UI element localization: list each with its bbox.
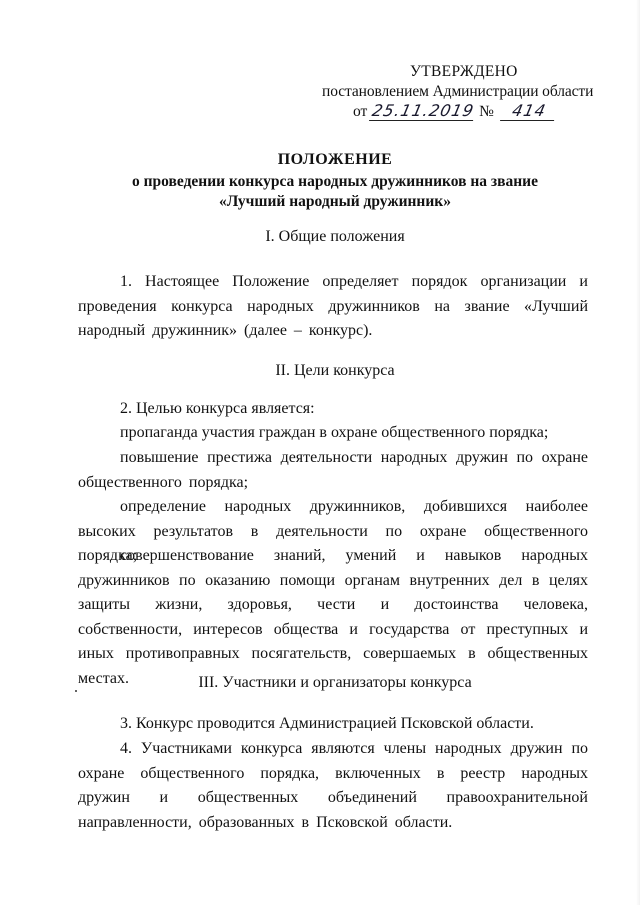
paragraph-3: 3. Конкурс проводится Администрацией Псковской области. <box>120 715 534 732</box>
section-heading-1: I. Общие положения <box>265 228 405 245</box>
section-heading-3: III. Участники и организаторы конкурса <box>198 674 472 691</box>
paragraph-2: 2. Целью конкурса является: <box>120 400 315 417</box>
title-subtitle: о проведении конкурса народных дружинников на звание «Лучший народный дружинник» <box>131 173 538 210</box>
approval-by: постановлением Администрации области <box>322 83 594 100</box>
number-prefix: № <box>479 103 494 120</box>
paragraph-2-item-1: пропаганда участия граждан в охране общественного порядка; <box>120 424 549 441</box>
paragraph-1: 1. Настоящее Положение определяет порядок организации и проведения конкурса народных дружинников на звание «Лучший народный дружинник» (далее – конкурс). <box>78 273 588 339</box>
paragraph-2-item-2: повышение престижа деятельности народных дружин по охране общественного порядка; <box>78 449 588 491</box>
section-heading-2: II. Цели конкурса <box>275 362 395 379</box>
approval-date-line <box>320 102 600 126</box>
handwritten-date: 25.11.2019 <box>370 101 477 120</box>
handwritten-number: 414 <box>500 102 558 121</box>
date-prefix: от <box>353 103 368 120</box>
scan-edge <box>636 0 640 905</box>
approval-stamp <box>320 62 600 126</box>
paragraph-2-item-3: определение народных дружинников, добившихся наиболее высоких результатов в деятельности по охране общественного порядка; <box>78 498 588 564</box>
paragraph-4: 4. Участниками конкурса являются члены народных дружин по охране общественного порядка, включенных в реестр народных дружин и общественных объединений правоохранительной направленности, образованных в Псковской области. <box>78 740 588 831</box>
document-title <box>60 150 610 212</box>
paragraph-2-item-4: совершенствование знаний, умений и навыков народных дружинников по оказанию помощи органам внутренних дел в целях защиты жизни, здоровья, чести и достоинства человека, собственности, интересов общества и государства от преступных и иных противоправных посягательств, совершаемых в общественных местах. <box>78 547 588 687</box>
approval-heading: УТВЕРЖДЕНО <box>410 63 518 80</box>
title-main: ПОЛОЖЕНИЕ <box>277 151 393 168</box>
